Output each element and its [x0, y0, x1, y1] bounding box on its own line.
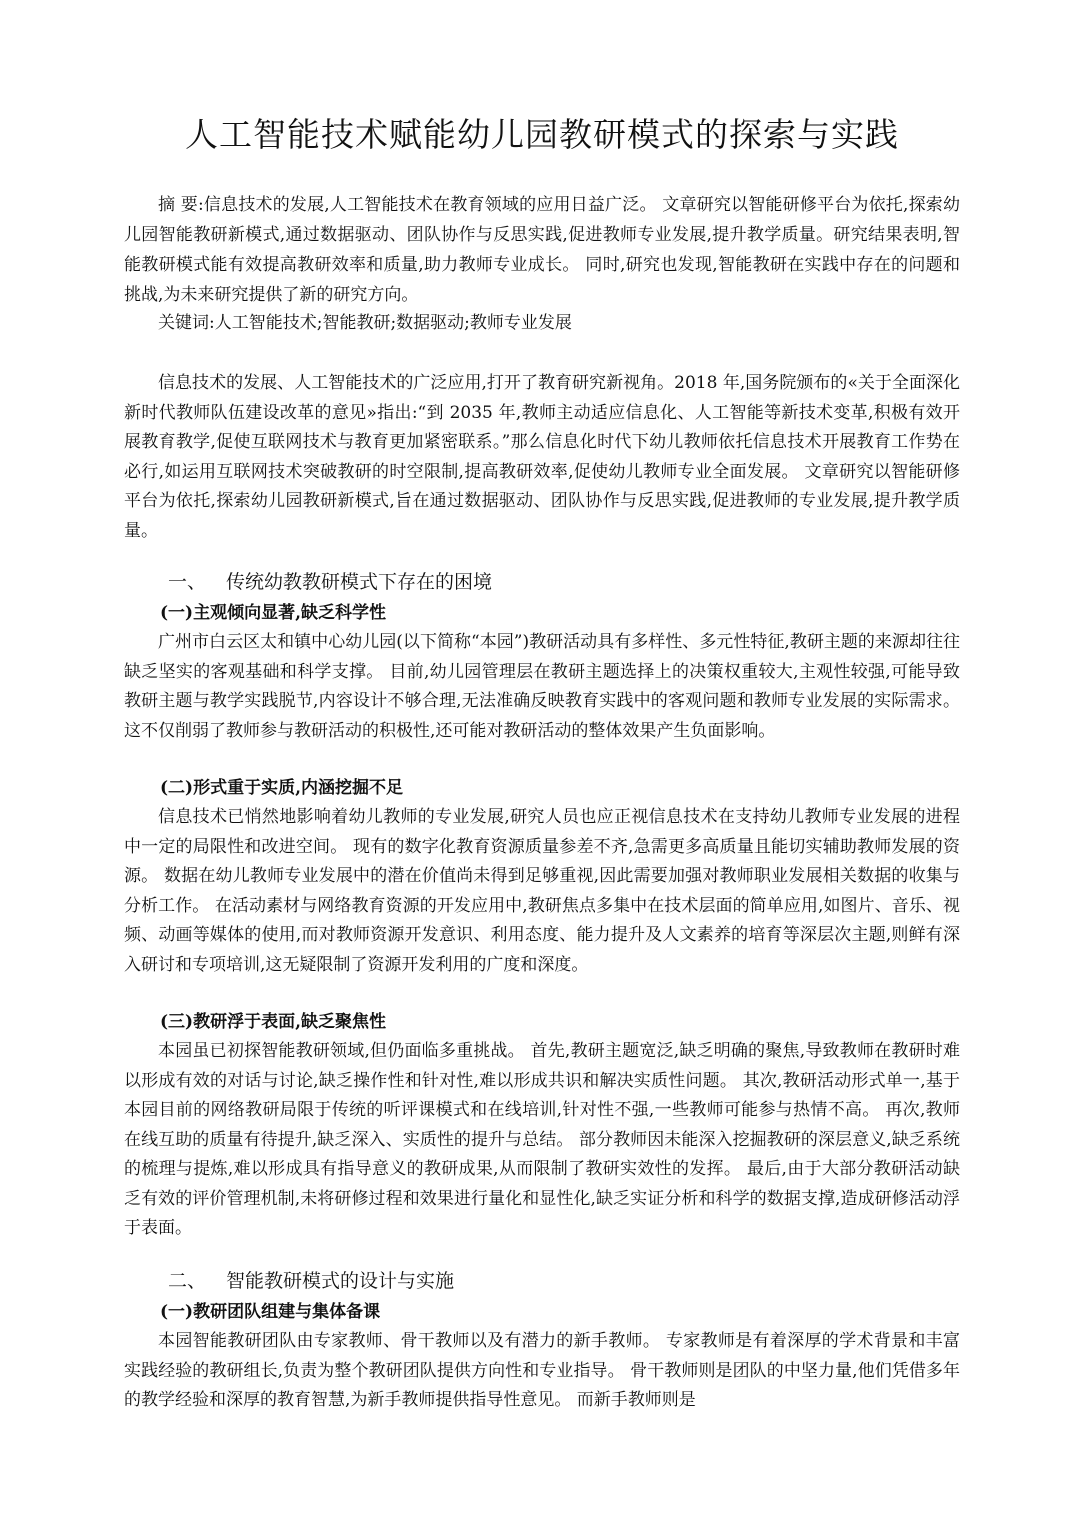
- section-1-1-paragraph: 广州市白云区太和镇中心幼儿园(以下简称“本园”)教研活动具有多样性、多元性特征,教研主题的来源却往往缺乏坚实的客观基础和科学支撑。 目前,幼儿园管理层在教研主题选择上的决策权重较大,主观性较强,可能导致教研主题与教学实践脱节,内容设计不够合理,无法准确反映教育实践中的客观问题和教师专业发展的实际需求。 这不仅削弱了教师参与教研活动的积极性,还可能对教研活动的整体效果产生负面影响。: [124, 632, 960, 741]
- keywords-line: 关键词:人工智能技术;智能教研;数据驱动;教师专业发展: [158, 313, 572, 333]
- document-title: 人工智能技术赋能幼儿园教研模式的探索与实践: [185, 115, 899, 154]
- section-2-title: 智能教研模式的设计与实施: [226, 1270, 455, 1292]
- section-2-heading: [168, 1266, 454, 1296]
- section-1-1-heading: (一)主观倾向显著,缺乏科学性: [160, 603, 387, 623]
- section-2-1-paragraph: 本园智能教研团队由专家教师、骨干教师以及有潜力的新手教师。 专家教师是有着深厚的学术背景和丰富实践经验的教研组长,负责为整个教研团队提供方向性和专业指导。 骨干教师则是团队的中坚力量,他们凭借多年的教学经验和深厚的教育智慧,为新手教师提供指导性意见。 而新手教师则是: [124, 1331, 960, 1410]
- section-1-number: 一、: [168, 571, 207, 593]
- section-2-number: 二、: [168, 1270, 207, 1292]
- abstract-paragraph: 摘 要:信息技术的发展,人工智能技术在教育领域的应用日益广泛。 文章研究以智能研修平台为依托,探索幼儿园智能教研新模式,通过数据驱动、团队协作与反思实践,促进教师专业发展,提升教学质量。研究结果表明,智能教研模式能有效提高教研效率和质量,助力教师专业成长。 同时,研究也发现,智能教研在实践中存在的问题和挑战,为未来研究提供了新的研究方向。: [124, 195, 960, 305]
- section-1-2-heading: (二)形式重于实质,内涵挖掘不足: [160, 778, 404, 798]
- section-1-3-heading: (三)教研浮于表面,缺乏聚焦性: [160, 1012, 387, 1032]
- section-1-heading: [168, 567, 492, 597]
- section-1-title: 传统幼教教研模式下存在的困境: [226, 571, 493, 593]
- intro-paragraph: 信息技术的发展、人工智能技术的广泛应用,打开了教育研究新视角。2018 年,国务院颁布的«关于全面深化新时代教师队伍建设改革的意见»指出:“到 2035 年,教师主动适应信息化、人工智能等新技术变革,积极有效开展教育教学,促使互联网技术与教育更加紧密联系。”那么信息化时代下幼儿教师依托信息技术开展教育工作势在必行,如运用互联网技术突破教研的时空限制,提高教研效率,促使幼儿教师专业全面发展。 文章研究以智能研修平台为依托,探索幼儿园教研新模式,旨在通过数据驱动、团队协作与反思实践,促进教师的专业发展,提升教学质量。: [124, 373, 960, 541]
- section-1-2-paragraph: 信息技术已悄然地影响着幼儿教师的专业发展,研究人员也应正视信息技术在支持幼儿教师专业发展的进程中一定的局限性和改进空间。 现有的数字化教育资源质量参差不齐,急需更多高质量且能切实辅助教师发展的资源。 数据在幼儿教师专业发展中的潜在价值尚未得到足够重视,因此需要加强对教师职业发展相关数据的收集与分析工作。 在活动素材与网络教育资源的开发应用中,教研焦点多集中在技术层面的简单应用,如图片、音乐、视频、动画等媒体的使用,而对教师资源开发意识、利用态度、能力提升及人文素养的培育等深层次主题,则鲜有深入研讨和专项培训,这无疑限制了资源开发利用的广度和深度。: [124, 807, 960, 975]
- section-2-1-heading: (一)教研团队组建与集体备课: [160, 1302, 381, 1322]
- section-1-3-paragraph: 本园虽已初探智能教研领域,但仍面临多重挑战。 首先,教研主题宽泛,缺乏明确的聚焦,导致教师在教研时难以形成有效的对话与讨论,缺乏操作性和针对性,难以形成共识和解决实质性问题。 其次,教研活动形式单一,基于本园目前的网络教研局限于传统的听评课模式和在线培训,针对性不强,一些教师可能参与热情不高。 再次,教师在线互助的质量有待提升,缺乏深入、实质性的提升与总结。 部分教师因未能深入挖掘教研的深层意义,缺乏系统的梳理与提炼,难以形成具有指导意义的教研成果,从而限制了教研实效性的发挥。 最后,由于大部分教研活动缺乏有效的评价管理机制,未将研修过程和效果进行量化和显性化,缺乏实证分析和科学的数据支撑,造成研修活动浮于表面。: [124, 1041, 960, 1238]
